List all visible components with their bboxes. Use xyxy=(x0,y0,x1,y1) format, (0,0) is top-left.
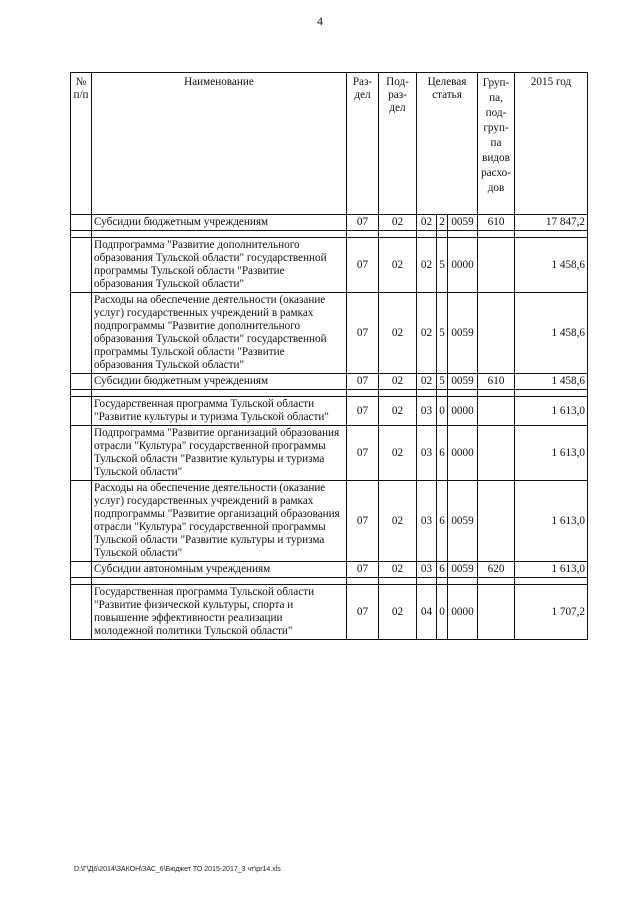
cell-razdel: 07 xyxy=(347,293,379,374)
table-row xyxy=(71,293,588,374)
cell-razdel: 07 xyxy=(347,238,379,293)
cell-target-2: 6 xyxy=(437,481,448,562)
cell-target-3: 0000 xyxy=(448,585,478,640)
cell-group xyxy=(478,238,515,293)
cell-num xyxy=(71,426,92,481)
cell-num xyxy=(71,238,92,293)
cell-target-3: 0059 xyxy=(448,215,478,231)
cell-name: Субсидии бюджетным учреждениям xyxy=(92,215,347,231)
cell-group xyxy=(478,426,515,481)
cell-name: Расходы на обеспечение деятельности (оказание услуг) государственных учреждений в рамках подпрограммы "Развитие организаций образования отрасли "Культура" государственной программы Тульской области "Развитие культуры и туризма Тульской области" xyxy=(92,481,347,562)
cell-num xyxy=(71,215,92,231)
cell-num xyxy=(71,562,92,578)
cell-target-3: 0059 xyxy=(448,481,478,562)
cell-razdel: 07 xyxy=(347,397,379,426)
cell-razdel: 07 xyxy=(347,562,379,578)
header-name: Наименование xyxy=(92,73,347,215)
table-row xyxy=(71,397,588,426)
cell-target-1: 02 xyxy=(417,238,437,293)
cell-name: Государственная программа Тульской области "Развитие культуры и туризма Тульской области" xyxy=(92,397,347,426)
cell-num xyxy=(71,481,92,562)
cell-name: Субсидии бюджетным учреждениям xyxy=(92,374,347,390)
cell-target-2: 6 xyxy=(437,426,448,481)
cell-podrazdel: 02 xyxy=(379,238,417,293)
cell-target-1: 02 xyxy=(417,215,437,231)
cell-target-3: 0059 xyxy=(448,562,478,578)
header-target: Целевая статья xyxy=(417,73,478,215)
row-spacer xyxy=(71,390,588,397)
row-spacer xyxy=(71,578,588,585)
cell-target-3: 0059 xyxy=(448,374,478,390)
header-group: Груп- па, под- груп- па видов расхо- дов xyxy=(478,73,515,215)
cell-target-1: 03 xyxy=(417,562,437,578)
cell-target-3: 0000 xyxy=(448,397,478,426)
table-row xyxy=(71,562,588,578)
cell-target-2: 2 xyxy=(437,215,448,231)
cell-target-1: 03 xyxy=(417,397,437,426)
cell-group xyxy=(478,293,515,374)
header-num: № п/п xyxy=(71,73,92,215)
cell-podrazdel: 02 xyxy=(379,585,417,640)
table-row xyxy=(71,215,588,231)
cell-razdel: 07 xyxy=(347,426,379,481)
cell-num xyxy=(71,397,92,426)
cell-group xyxy=(478,585,515,640)
header-podrazdel: Под- раз- дел xyxy=(379,73,417,215)
cell-target-2: 0 xyxy=(437,397,448,426)
row-spacer xyxy=(71,231,588,238)
table-header xyxy=(71,73,588,215)
budget-table xyxy=(70,72,588,640)
cell-name: Подпрограмма "Развитие дополнительного образования Тульской области" государственной программы Тульской области "Развитие образования Тульской области" xyxy=(92,238,347,293)
cell-target-3: 0000 xyxy=(448,426,478,481)
cell-num xyxy=(71,585,92,640)
cell-name: Подпрограмма "Развитие организаций образования отрасли "Культура" государственной программы Тульской области "Развитие культуры и туризма Тульской области" xyxy=(92,426,347,481)
cell-target-1: 02 xyxy=(417,293,437,374)
cell-amount: 1 613,0 xyxy=(515,397,588,426)
cell-group: 610 xyxy=(478,215,515,231)
cell-name: Государственная программа Тульской области "Развитие физической культуры, спорта и повышение эффективности реализации молодежной политики Тульской области" xyxy=(92,585,347,640)
cell-target-1: 03 xyxy=(417,481,437,562)
cell-podrazdel: 02 xyxy=(379,374,417,390)
table-body xyxy=(71,215,588,640)
cell-podrazdel: 02 xyxy=(379,481,417,562)
cell-target-3: 0000 xyxy=(448,238,478,293)
cell-num xyxy=(71,293,92,374)
table-row xyxy=(71,426,588,481)
cell-amount: 1 458,6 xyxy=(515,238,588,293)
cell-group xyxy=(478,481,515,562)
footer-file-path: D:\Г\Д6\2014\ЗАКОН\ЗАС_6\Бюджет ТО 2015-2017_3 чт\pr14.xls xyxy=(74,866,281,873)
cell-amount: 1 613,0 xyxy=(515,481,588,562)
table-row xyxy=(71,585,588,640)
cell-target-2: 5 xyxy=(437,374,448,390)
table-row xyxy=(71,238,588,293)
table-row xyxy=(71,481,588,562)
cell-podrazdel: 02 xyxy=(379,293,417,374)
cell-razdel: 07 xyxy=(347,585,379,640)
page-number: 4 xyxy=(317,14,323,28)
cell-group: 620 xyxy=(478,562,515,578)
cell-target-1: 03 xyxy=(417,426,437,481)
cell-amount: 1 613,0 xyxy=(515,426,588,481)
cell-target-1: 04 xyxy=(417,585,437,640)
table-row xyxy=(71,374,588,390)
cell-target-2: 5 xyxy=(437,293,448,374)
cell-target-2: 5 xyxy=(437,238,448,293)
cell-amount: 1 613,0 xyxy=(515,562,588,578)
cell-target-1: 02 xyxy=(417,374,437,390)
cell-name: Расходы на обеспечение деятельности (оказание услуг) государственных учреждений в рамках подпрограммы "Развитие дополнительного образования Тульской области" государственной программы Тульской области "Развитие образования Тульской области" xyxy=(92,293,347,374)
cell-podrazdel: 02 xyxy=(379,426,417,481)
cell-group: 610 xyxy=(478,374,515,390)
cell-amount: 1 707,2 xyxy=(515,585,588,640)
cell-razdel: 07 xyxy=(347,215,379,231)
cell-amount: 1 458,6 xyxy=(515,374,588,390)
cell-razdel: 07 xyxy=(347,481,379,562)
header-razdel: Раз- дел xyxy=(347,73,379,215)
cell-group xyxy=(478,397,515,426)
cell-target-2: 6 xyxy=(437,562,448,578)
cell-razdel: 07 xyxy=(347,374,379,390)
cell-target-2: 0 xyxy=(437,585,448,640)
cell-target-3: 0059 xyxy=(448,293,478,374)
cell-name: Субсидии автономным учреждениям xyxy=(92,562,347,578)
cell-podrazdel: 02 xyxy=(379,562,417,578)
header-year: 2015 год xyxy=(515,73,588,215)
cell-podrazdel: 02 xyxy=(379,215,417,231)
cell-num xyxy=(71,374,92,390)
cell-amount: 17 847,2 xyxy=(515,215,588,231)
cell-podrazdel: 02 xyxy=(379,397,417,426)
cell-amount: 1 458,6 xyxy=(515,293,588,374)
